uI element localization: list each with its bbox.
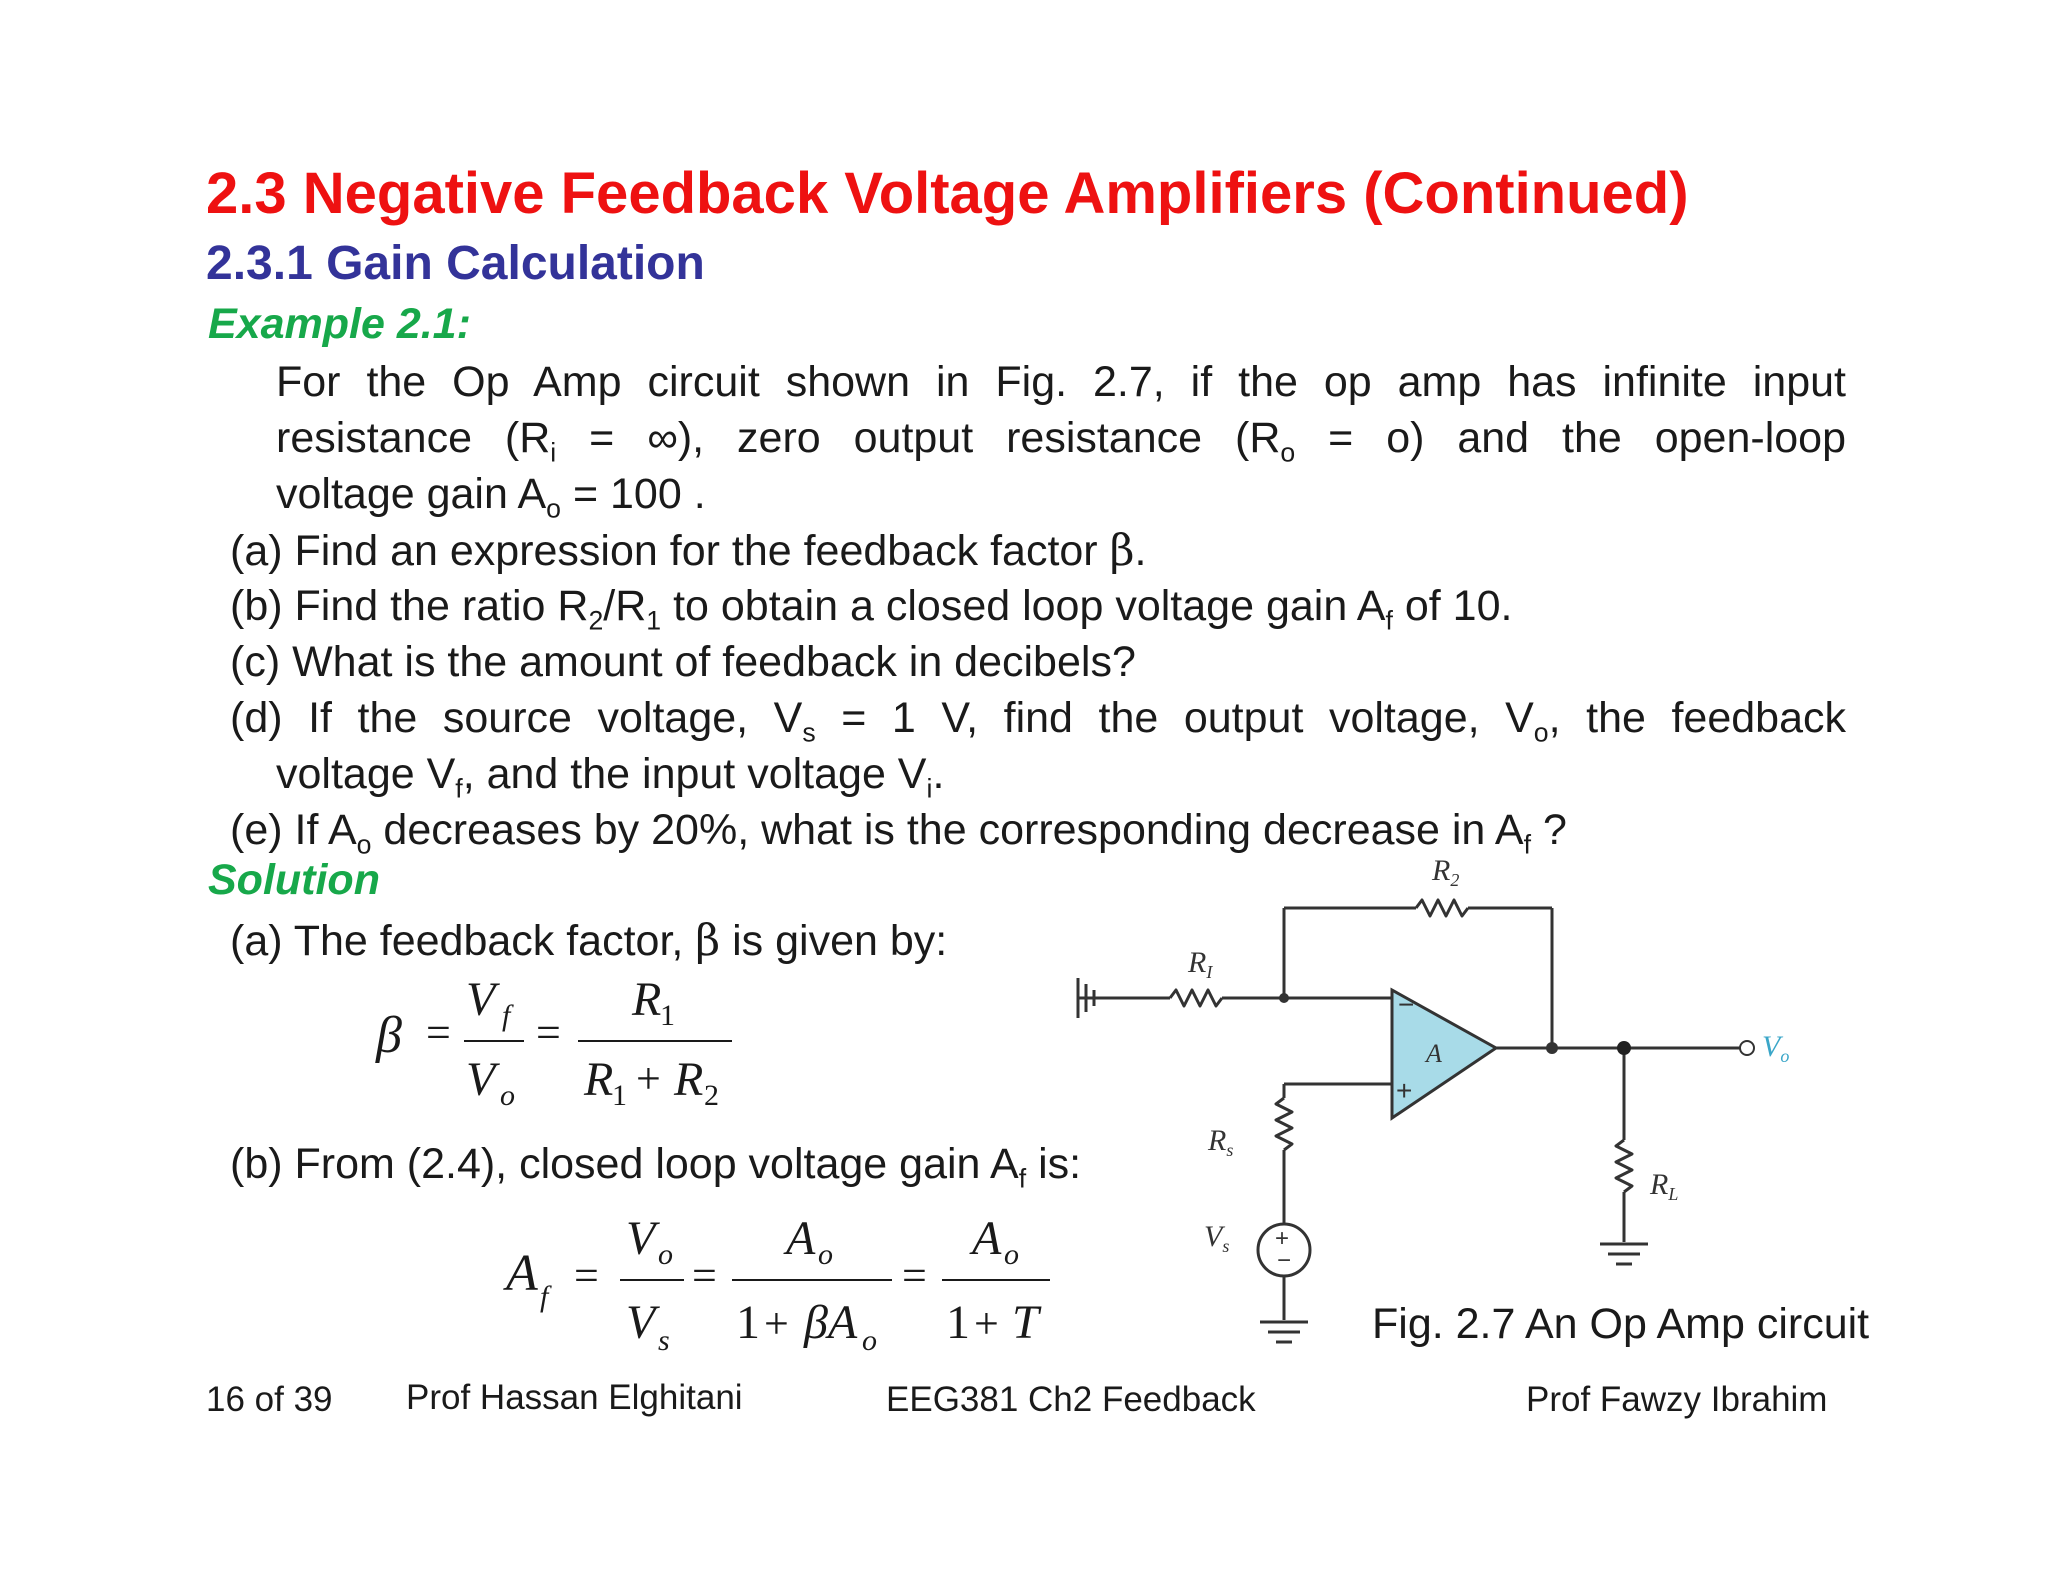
junction-dot-output (1617, 1041, 1631, 1055)
eq2-f1-den: V (626, 1296, 656, 1349)
problem-intro-line-3: voltage gain $A_o = 100$ . (276, 470, 706, 524)
eq2-f3-num-sub: o (1004, 1238, 1019, 1271)
eq2-f1-num: V (626, 1212, 656, 1265)
figure-caption: Fig. 2.7 An Op Amp circuit (1372, 1300, 1870, 1348)
eq1-num2-sub: 1 (660, 999, 675, 1032)
solution-label: Solution (208, 856, 380, 904)
eq1-den1-sub: o (500, 1079, 515, 1112)
eq2-equals-3: = (902, 1251, 927, 1300)
closed-loop-gain-equation (500, 1210, 1060, 1370)
eq2-lhs-sub: f (540, 1280, 549, 1313)
solution-a: (a) The feedback factor, β is given by: (230, 916, 948, 966)
eq1-den2-b-sub: 2 (704, 1079, 719, 1112)
page-number: 16 of 39 (206, 1380, 333, 1419)
eq2-f2-den-a: 1 (736, 1296, 760, 1349)
question-a: (a) Find an expression for the feedback factor β. (230, 526, 1147, 576)
source-ground-icon (1260, 1322, 1308, 1342)
footer-author-2: Prof Fawzy Ibrahim (1526, 1380, 1828, 1419)
eq1-equals: = (426, 1008, 451, 1057)
beta-equation (360, 975, 760, 1125)
eq2-f3-den-b: T (1012, 1296, 1039, 1349)
r2-resistor (1416, 900, 1468, 916)
op-amp-label: A (1426, 1039, 1442, 1068)
r2-label: $R_2$ (1432, 854, 1460, 890)
eq1-num1-sub: f (502, 999, 511, 1032)
eq1-den2-b: R (674, 1053, 704, 1106)
problem-intro-line-2: resistance ($R_i$ = ∞), zero output resistance $(R_o = o)$ and the open-loop (276, 414, 1847, 468)
eq2-f2-num-sub: o (818, 1238, 833, 1271)
question-d-line-1: (d) If the source voltage, $V_s = 1$ V, find the output voltage, $V_o$, the feedback (230, 694, 1846, 748)
rs-resistor (1276, 1098, 1292, 1150)
eq2-f2-den-plus: + (764, 1299, 789, 1348)
eq2-lhs: A (506, 1245, 538, 1302)
example-label: Example 2.1: (208, 300, 471, 348)
eq1-beta: β (376, 1007, 402, 1064)
rl-resistor (1616, 1140, 1632, 1192)
eq1-den2-a-sub: 1 (612, 1079, 627, 1112)
junction-dot-input (1279, 993, 1289, 1003)
eq2-f1-num-sub: o (658, 1238, 673, 1271)
eq2-f1-den-sub: s (658, 1324, 670, 1357)
r1-label: $R_I$ (1188, 946, 1213, 982)
junction-dot-feedback (1546, 1042, 1558, 1054)
question-c: (c) What is the amount of feedback in decibels? (230, 638, 1136, 686)
eq1-equals-2: = (536, 1008, 561, 1057)
r1-resistor (1170, 990, 1222, 1006)
vs-label: $V_s$ (1204, 1220, 1230, 1256)
question-e: (e) If $A_o$ decreases by 20%, what is the corresponding decrease in $A_f$ ? (230, 806, 1567, 860)
question-b: (b) Find the ratio $R_2/R_1$ to obtain a closed loop voltage gain $A_f$ of 10. (230, 582, 1513, 636)
eq1-den2-a: R (584, 1053, 614, 1106)
eq2-f2-num: A (786, 1212, 816, 1265)
rl-label: $R_L$ (1650, 1168, 1679, 1204)
op-amp-minus: − (1398, 989, 1415, 1020)
solution-b: (b) From (2.4), closed loop voltage gain $A_f$ is: (230, 1140, 1082, 1194)
eq2-f2-den-b: βA (804, 1296, 858, 1349)
vo-label: $V_o$ (1762, 1030, 1790, 1066)
eq1-num2: R (632, 975, 662, 1026)
rs-label: $R_s$ (1208, 1124, 1234, 1160)
section-subtitle: 2.3.1 Gain Calculation (206, 237, 705, 290)
eq2-equals-1: = (574, 1251, 599, 1300)
eq2-f3-den-a: 1 (946, 1296, 970, 1349)
source-minus: − (1277, 1247, 1292, 1274)
footer-author-1: Prof Hassan Elghitani (406, 1378, 743, 1417)
eq2-f3-den-plus: + (974, 1299, 999, 1348)
op-amp-circuit-diagram (1040, 850, 1870, 1370)
question-d-line-2: voltage $V_f$, and the input voltage $V_i$. (276, 750, 945, 804)
output-terminal (1740, 1041, 1754, 1055)
eq1-den2-plus: + (636, 1054, 661, 1103)
eq2-f2-den-b-sub: o (862, 1324, 877, 1357)
problem-intro-line-1: For the Op Amp circuit shown in Fig. 2.7, if the op amp has infinite input (276, 358, 1846, 406)
eq1-num1: V (466, 975, 496, 1026)
footer-course: EEG381 Ch2 Feedback (886, 1380, 1256, 1419)
eq2-f3-num: A (972, 1212, 1002, 1265)
eq2-equals-2: = (692, 1251, 717, 1300)
op-amp-plus: + (1396, 1075, 1413, 1106)
source-plus: + (1275, 1225, 1290, 1252)
eq1-den1: V (466, 1053, 496, 1106)
slide-title: 2.3 Negative Feedback Voltage Amplifiers (Continued) (206, 161, 1689, 226)
load-ground-icon (1600, 1244, 1648, 1264)
